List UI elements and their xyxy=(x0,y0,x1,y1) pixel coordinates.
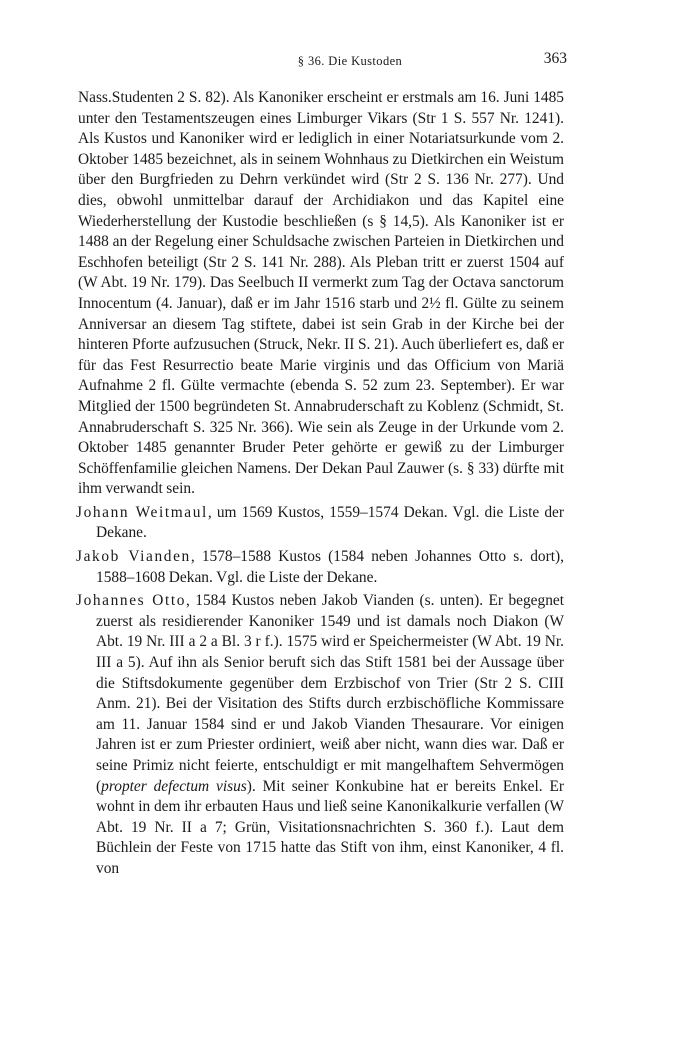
entry-johann-weitmaul xyxy=(76,503,564,544)
entry-name: Johannes Otto xyxy=(76,592,187,610)
entry-name: Johann Weitmaul xyxy=(76,503,208,521)
paragraph-continuation xyxy=(78,88,564,500)
running-header-title: § 36. Die Kustoden xyxy=(297,54,403,68)
entry-italic-quote: propter defectum visus xyxy=(101,777,247,795)
entry-text-continued: ). Mit seiner Konkubine hat er bereits Enkel. Er wohnt in dem ihr erbauten Haus und ließ seine Kanonikalkurie verfallen (W Abt. 19 Nr. II a 7; Grün, Visitationsnachrichten S. 360 f.). Laut dem Büchlein der Feste von 1715 hatte das Stift von ihm, einst Kanoniker, 4 fl. von xyxy=(96,777,564,877)
entry-text: , 1584 Kustos neben Jakob Vianden (s. unten). Er begegnet zuerst als residierender Kanoniker 1549 und ist damals noch Diakon (W Abt. 19 Nr. III a 2 a Bl. 3 r f.). 1575 wird er Speichermeister (W Abt. 19 Nr. III a 5). Auf ihn als Senior beruft sich das Stift 1581 bei der Aussage über die Stiftsdokumente gegenüber dem Erzbischof von Trier (Str 2 S. CIII Anm. 21). Bei der Visitation des Stifts durch erzbischöfliche Kommissare am 11. Januar 1584 sind er und Jakob Vianden Thesaurare. Vor einigen Jahren ist er zum Priester ordiniert, weiß aber nicht, wann dies war. Daß er seine Primiz nicht feierte, entschuldigt er mit mangelhaftem Sehvermögen ( xyxy=(96,592,564,795)
body-text xyxy=(76,88,564,880)
entry-name: Jakob Vianden xyxy=(76,548,191,566)
entry-text: , 1578–1588 Kustos (1584 neben Johannes Otto s. dort), 1588–1608 Dekan. Vgl. die Liste der Dekane. xyxy=(96,548,564,586)
entry-jakob-vianden xyxy=(76,547,564,588)
entry-text: , um 1569 Kustos, 1559–1574 Dekan. Vgl. die Liste der Dekane. xyxy=(96,503,564,542)
page-number: 363 xyxy=(543,50,567,67)
running-header xyxy=(0,50,700,74)
entry-johannes-otto xyxy=(76,591,564,879)
paragraph-text: Nass.Studenten 2 S. 82). Als Kanoniker erscheint er erstmals am 16. Juni 1485 unter den Testamentszeugen eines Limburger Vikars (Str 1 S. 557 Nr. 1241). Als Kustos und Kanoniker wird er lediglich in einer Notariatsurkunde vom 2. Oktober 1485 bezeichnet, als in seinem Wohnhaus zu Dietkirchen ein Weistum über den Burgfrieden zu Dehrn verkündet wird (Str 2 S. 136 Nr. 277). Und dies, obwohl unmittelbar darauf der Archidiakon und das Kapitel eine Wiederherstellung der Kustodie beschließen (s § 14,5). Als Kanoniker ist er 1488 an der Regelung einer Schuldsache zwischen Parteien in Dietkirchen und Eschhofen beteiligt (Str 2 S. 141 Nr. 288). Als Pleban tritt er zuerst 1504 auf (W Abt. 19 Nr. 179). Das Seelbuch II vermerkt zum Tag der Octava sanctorum Innocentum (4. Januar), daß er im Jahr 1516 starb und 2½ fl. Gülte zu seinem Anniversar an diesem Tag stiftete, dabei ist sein Grab in der Kirche bei der hinteren Pforte aufzusuchen (Struck, Nekr. II S. 21). Auch überliefert es, daß er für das Fest Resurrectio beate Marie virginis und das Officium von Mariä Aufnahme 2 fl. Gülte vermachte (ebenda S. 52 zum 23. September). Er war Mitglied der 1500 begründeten St. Annabruderschaft zu Koblenz (Schmidt, St. Annabruderschaft S. 325 Nr. 366). Wie sein als Zeuge in der Urkunde vom 2. Oktober 1485 genannter Bruder Peter gehörte er gewiß zu der Limburger Schöffenfamilie gleichen Namens. Der Dekan Paul Zauwer (s. § 33) dürfte mit ihm verwandt sein. xyxy=(78,89,564,498)
